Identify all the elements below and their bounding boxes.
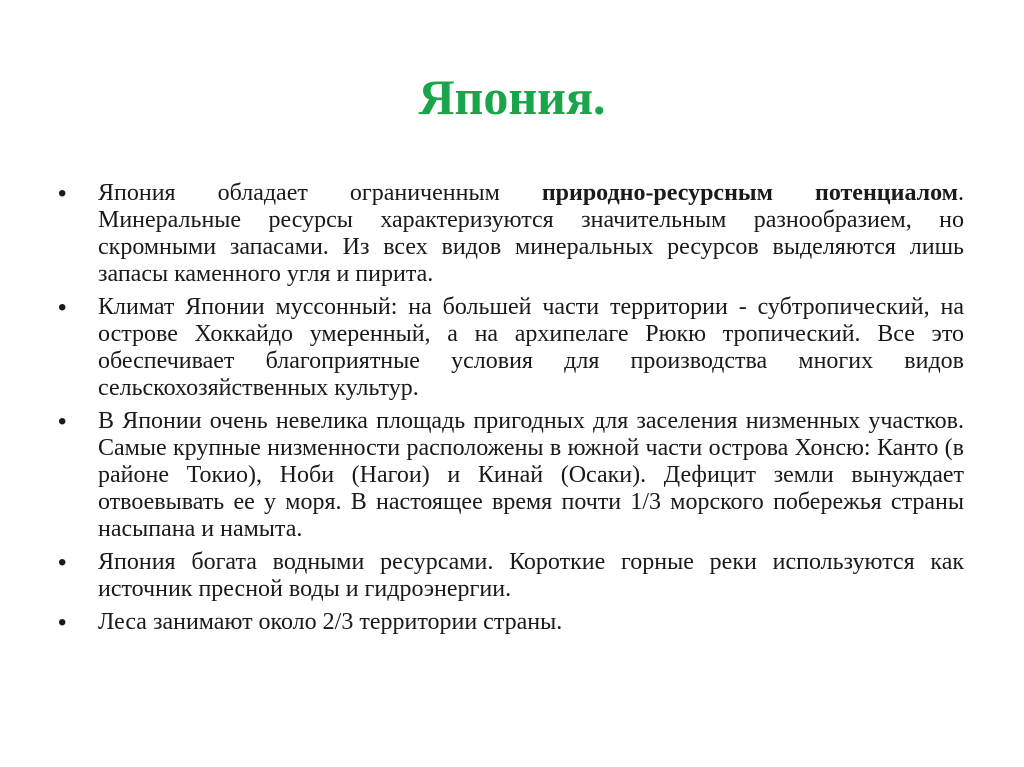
bullet-item-2 (58, 294, 964, 402)
bullet-text-1-before: Япония обладает ограниченным (98, 180, 542, 206)
bullet-item-1 (58, 180, 964, 288)
bullet-icon: • (58, 408, 67, 435)
slide-title: Япония. (418, 69, 606, 125)
bullet-icon: • (58, 180, 67, 207)
bullet-text-1 (98, 180, 964, 287)
bullet-item-3 (58, 408, 964, 543)
bullet-list (58, 180, 964, 642)
bullet-text-5: Леса занимают около 2/3 территории страны. (98, 609, 563, 635)
bullet-item-4 (58, 549, 964, 603)
bullet-text-4: Япония богата водными ресурсами. Короткие горные реки используются как источник пресной воды и гидроэнергии. (98, 549, 964, 602)
bullet-item-5 (58, 609, 964, 636)
bullet-icon: • (58, 294, 67, 321)
bullet-icon: • (58, 549, 67, 576)
bullet-icon: • (58, 609, 67, 636)
bullet-text-1-bold: природно-ресурсным потенциалом (541, 180, 959, 206)
bullet-text-1-after: . Минеральные ресурсы характеризуются значительным разнообразием, но скромными запасами. Из всех видов минеральных ресурсов выделяются лишь запасы каменного угля и пирита. (98, 180, 965, 287)
bullet-text-3: В Японии очень невелика площадь пригодных для заселения низменных участков. Самые крупные низменности расположены в южной части острова Хонсю: Канто (в районе Токио), Ноби (Нагои) и Кинай (Осаки). Дефицит земли вынуждает отвоевывать ее у моря. В настоящее время почти 1/3 морского побережья страны насыпана и намыта. (98, 408, 964, 542)
bullet-text-2: Климат Японии муссонный: на большей части территории - субтропический, на острове Хоккайдо умеренный, а на архипелаге Рюкю тропический. Все это обеспечивает благоприятные условия для производства многих видов сельскохозяйственных культур. (98, 294, 964, 401)
